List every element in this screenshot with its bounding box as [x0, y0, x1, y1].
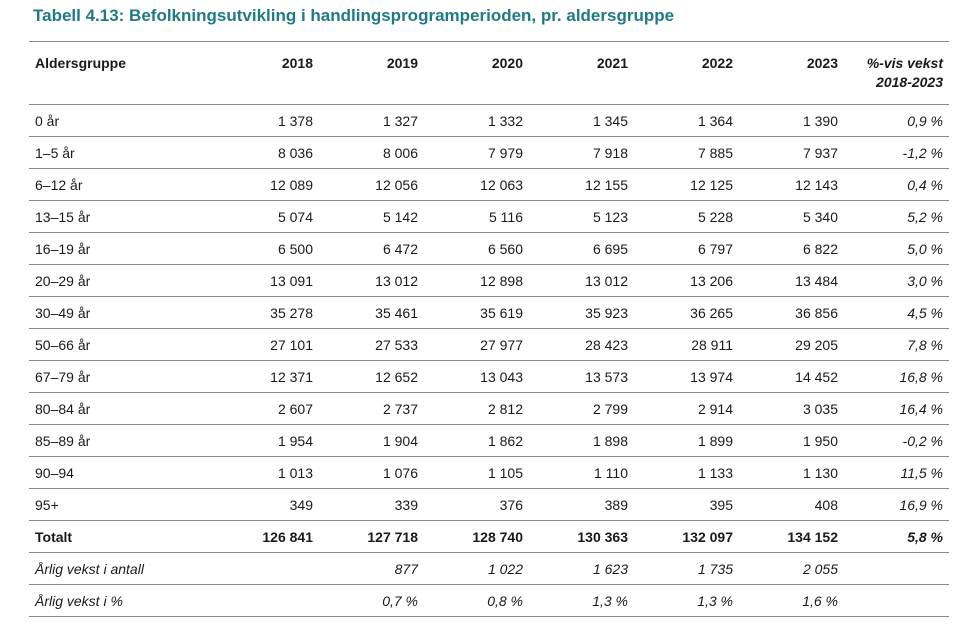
- table-cell: 36 265: [634, 297, 739, 329]
- row-label: 1–5 år: [29, 137, 214, 169]
- header-growth-line2: 2018-2023: [876, 74, 943, 90]
- table-cell: 128 740: [424, 521, 529, 553]
- table-cell: 14 452: [739, 361, 844, 393]
- table-cell: 1 950: [739, 425, 844, 457]
- header-row: [29, 42, 949, 105]
- table-cell: 35 923: [529, 297, 634, 329]
- table-cell: 35 278: [214, 297, 319, 329]
- table-cell: 1 390: [739, 105, 844, 137]
- table-cell: 1 735: [634, 553, 739, 585]
- table-cell: 3 035: [739, 393, 844, 425]
- growth-cell: -0,2 %: [844, 425, 949, 457]
- table-cell: 1,3 %: [634, 585, 739, 617]
- header-year: 2023: [739, 42, 844, 105]
- table-cell: 1 133: [634, 457, 739, 489]
- table-cell: 1 013: [214, 457, 319, 489]
- table-cell: 1 332: [424, 105, 529, 137]
- table-cell: 6 560: [424, 233, 529, 265]
- table-cell: 1 130: [739, 457, 844, 489]
- table-cell: 130 363: [529, 521, 634, 553]
- table-row: [29, 233, 949, 265]
- table-cell: 2 812: [424, 393, 529, 425]
- table-cell: 13 206: [634, 265, 739, 297]
- annual-pct-row: [29, 585, 949, 617]
- table-cell: 132 097: [634, 521, 739, 553]
- table-cell: 6 797: [634, 233, 739, 265]
- table-row: [29, 425, 949, 457]
- table-cell: 339: [319, 489, 424, 521]
- growth-cell: 7,8 %: [844, 329, 949, 361]
- table-cell: 5 228: [634, 201, 739, 233]
- table-cell: 1 898: [529, 425, 634, 457]
- table-row: [29, 393, 949, 425]
- table-cell: 5 123: [529, 201, 634, 233]
- table-cell: 1,6 %: [739, 585, 844, 617]
- table-cell: 2 799: [529, 393, 634, 425]
- table-row: [29, 361, 949, 393]
- table-cell: 0,8 %: [424, 585, 529, 617]
- table-cell: 28 911: [634, 329, 739, 361]
- table-cell: 12 898: [424, 265, 529, 297]
- table-cell: 1 022: [424, 553, 529, 585]
- table-cell: 12 056: [319, 169, 424, 201]
- table-cell: 13 043: [424, 361, 529, 393]
- table-cell: 1 378: [214, 105, 319, 137]
- table-row: [29, 489, 949, 521]
- table-cell: 13 012: [319, 265, 424, 297]
- growth-cell: 4,5 %: [844, 297, 949, 329]
- row-label: 95+: [29, 489, 214, 521]
- table-cell: 7 937: [739, 137, 844, 169]
- table-cell: 395: [634, 489, 739, 521]
- growth-cell: -1,2 %: [844, 137, 949, 169]
- row-label: 67–79 år: [29, 361, 214, 393]
- growth-cell: 0,9 %: [844, 105, 949, 137]
- header-year: 2022: [634, 42, 739, 105]
- table-cell: [214, 585, 319, 617]
- table-row: [29, 297, 949, 329]
- table-cell: 1 862: [424, 425, 529, 457]
- table-cell: 127 718: [319, 521, 424, 553]
- table-cell: 134 152: [739, 521, 844, 553]
- table-cell: [214, 553, 319, 585]
- growth-cell: 16,9 %: [844, 489, 949, 521]
- table-cell: 27 977: [424, 329, 529, 361]
- table-cell: 8 036: [214, 137, 319, 169]
- table-cell: 1 076: [319, 457, 424, 489]
- header-year: 2018: [214, 42, 319, 105]
- table-row: [29, 329, 949, 361]
- row-label: Årlig vekst i antall: [29, 553, 214, 585]
- growth-cell: 3,0 %: [844, 265, 949, 297]
- table-cell: 12 089: [214, 169, 319, 201]
- row-label: Totalt: [29, 521, 214, 553]
- growth-cell: 11,5 %: [844, 457, 949, 489]
- row-label: Årlig vekst i %: [29, 585, 214, 617]
- table-cell: 35 619: [424, 297, 529, 329]
- table-row: [29, 457, 949, 489]
- table-cell: 126 841: [214, 521, 319, 553]
- growth-cell: 16,4 %: [844, 393, 949, 425]
- header-growth-line1: %-vis vekst: [866, 55, 943, 71]
- growth-cell: 0,4 %: [844, 169, 949, 201]
- table-cell: 7 918: [529, 137, 634, 169]
- table-cell: 1 899: [634, 425, 739, 457]
- table-cell: 8 006: [319, 137, 424, 169]
- growth-cell: [844, 585, 949, 617]
- header-year: 2021: [529, 42, 634, 105]
- table-cell: 2 737: [319, 393, 424, 425]
- total-row: [29, 521, 949, 553]
- table-cell: 12 125: [634, 169, 739, 201]
- table-cell: 1 364: [634, 105, 739, 137]
- growth-cell: 5,2 %: [844, 201, 949, 233]
- table-cell: 0,7 %: [319, 585, 424, 617]
- table-cell: 5 340: [739, 201, 844, 233]
- table-cell: 13 573: [529, 361, 634, 393]
- growth-cell: 5,8 %: [844, 521, 949, 553]
- row-label: 50–66 år: [29, 329, 214, 361]
- table-cell: 12 155: [529, 169, 634, 201]
- table-cell: 1 345: [529, 105, 634, 137]
- row-label: 16–19 år: [29, 233, 214, 265]
- table-cell: 1,3 %: [529, 585, 634, 617]
- table-cell: 1 904: [319, 425, 424, 457]
- header-label: Aldersgruppe: [29, 42, 214, 105]
- row-label: 20–29 år: [29, 265, 214, 297]
- growth-cell: 5,0 %: [844, 233, 949, 265]
- table-title: Tabell 4.13: Befolkningsutvikling i handlingsprogramperioden, pr. aldersgruppe: [33, 6, 675, 25]
- table-cell: 2 607: [214, 393, 319, 425]
- table-cell: 5 116: [424, 201, 529, 233]
- table-cell: 5 142: [319, 201, 424, 233]
- table-cell: 12 371: [214, 361, 319, 393]
- row-label: 30–49 år: [29, 297, 214, 329]
- table-cell: 6 472: [319, 233, 424, 265]
- table-cell: 877: [319, 553, 424, 585]
- table-cell: 27 101: [214, 329, 319, 361]
- table-cell: 1 110: [529, 457, 634, 489]
- header-year: 2020: [424, 42, 529, 105]
- row-label: 13–15 år: [29, 201, 214, 233]
- table-cell: 2 055: [739, 553, 844, 585]
- table-row: [29, 201, 949, 233]
- table-row: [29, 105, 949, 137]
- table-cell: 7 979: [424, 137, 529, 169]
- table-cell: 6 695: [529, 233, 634, 265]
- table-cell: 27 533: [319, 329, 424, 361]
- table-cell: 6 500: [214, 233, 319, 265]
- table-cell: 12 143: [739, 169, 844, 201]
- table-row: [29, 137, 949, 169]
- row-label: 6–12 år: [29, 169, 214, 201]
- table-cell: 13 012: [529, 265, 634, 297]
- table-cell: 408: [739, 489, 844, 521]
- annual-count-row: [29, 553, 949, 585]
- table-cell: 389: [529, 489, 634, 521]
- table-cell: 12 652: [319, 361, 424, 393]
- table-cell: 349: [214, 489, 319, 521]
- table-cell: 35 461: [319, 297, 424, 329]
- row-label: 85–89 år: [29, 425, 214, 457]
- row-label: 80–84 år: [29, 393, 214, 425]
- row-label: 90–94: [29, 457, 214, 489]
- table-cell: 376: [424, 489, 529, 521]
- table-cell: 5 074: [214, 201, 319, 233]
- table-cell: 6 822: [739, 233, 844, 265]
- table-cell: 1 954: [214, 425, 319, 457]
- table-row: [29, 265, 949, 297]
- growth-cell: [844, 553, 949, 585]
- table-cell: 12 063: [424, 169, 529, 201]
- table-cell: 1 623: [529, 553, 634, 585]
- growth-cell: 16,8 %: [844, 361, 949, 393]
- header-year: 2019: [319, 42, 424, 105]
- header-growth: [844, 42, 949, 105]
- table-cell: 1 327: [319, 105, 424, 137]
- table-cell: 13 091: [214, 265, 319, 297]
- table-cell: 7 885: [634, 137, 739, 169]
- table-cell: 13 974: [634, 361, 739, 393]
- table-cell: 36 856: [739, 297, 844, 329]
- row-label: 0 år: [29, 105, 214, 137]
- table-row: [29, 169, 949, 201]
- population-table: [29, 41, 949, 617]
- table-cell: 13 484: [739, 265, 844, 297]
- table-cell: 1 105: [424, 457, 529, 489]
- table-cell: 28 423: [529, 329, 634, 361]
- table-cell: 29 205: [739, 329, 844, 361]
- table-cell: 2 914: [634, 393, 739, 425]
